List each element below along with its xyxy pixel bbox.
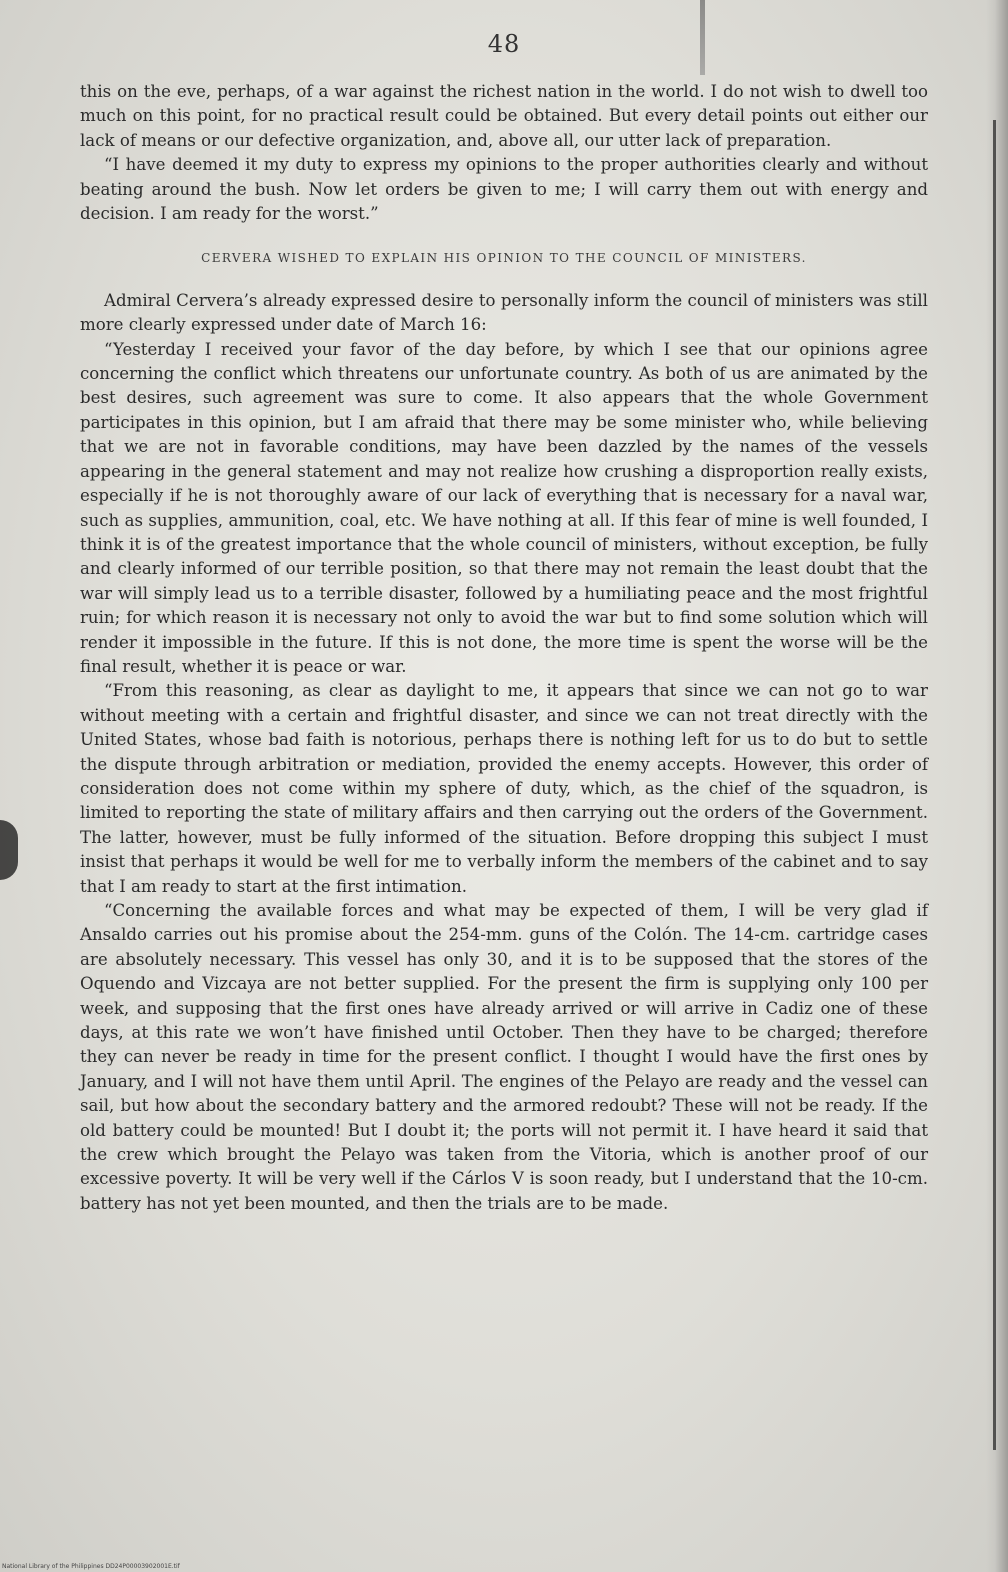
page-edge-line xyxy=(993,120,996,1450)
page-number: 48 xyxy=(487,30,521,58)
quote-paragraph-1: “I have deemed it my duty to express my opinions to the proper authorities clearly and without beating around the bush. Now let orders be given to me; I will carry them out with energy and decision. I am ready for the worst.” xyxy=(80,155,928,224)
quote-paragraph-3: “From this reasoning, as clear as daylight to me, it appears that since we can not go to war without meeting with a certain and frightful disaster, and since we can not treat directly with the United States, whose bad faith is notorious, perhaps there is nothing left for us to do but to settle the dispute through arbitration or mediation, provided the enemy accepts. However, this order of consideration does not come within my sphere of duty, which, as the chief of the squadron, is limited to reporting the state of military affairs and then carrying out the orders of the Government. The latter, however, must be fully informed of the situation. Before dropping this subject I must insist that perhaps it would be well for me to verbally inform the members of the cabinet and to say that I am ready to start at the first intimation. xyxy=(80,681,928,896)
page-edge-shadow xyxy=(986,0,1008,1572)
paragraph-continued: this on the eve, perhaps, of a war against the richest nation in the world. I do not wish to dwell too much on this point, for no practical result could be obtained. But every detail points out either our lack of means or our defective organization, and, above all, our utter lack of preparation. xyxy=(80,82,928,150)
body-text xyxy=(80,80,928,1216)
quote-paragraph-4: “Concerning the available forces and what may be expected of them, I will be very glad if Ansaldo carries out his promise about the 254-mm. guns of the Colón. The 14-cm. cartridge cases are absolutely necessary. This vessel has only 30, and it is to be supposed that the stores of the Oquendo and Vizcaya are not better supplied. For the present the firm is supplying only 100 per week, and supposing that the first ones have already arrived or will arrive in Cadiz one of these days, at this rate we won’t have finished until October. Then they have to be charged; therefore they can never be ready in time for the present conflict. I thought I would have the first ones by January, and I will not have them until April. The engines of the Pelayo are ready and the vessel can sail, but how about the secondary battery and the armored redoubt? These will not be ready. If the old battery could be mounted! But I doubt it; the ports will not permit it. I have heard it said that the crew which brought the Pelayo was taken from the Vitoria, which is another proof of our excessive poverty. It will be very well if the Cárlos V is soon ready, but I understand that the 10-cm. battery has not yet been mounted, and then the trials are to be made. xyxy=(80,901,928,1213)
intro-paragraph: Admiral Cervera’s already expressed desire to personally inform the council of ministers was still more clearly expressed under date of March 16: xyxy=(80,290,928,335)
section-heading: CERVERA WISHED TO EXPLAIN HIS OPINION TO THE COUNCIL OF MINISTERS. xyxy=(201,251,807,266)
quote-paragraph-2: “Yesterday I received your favor of the day before, by which I see that our opinions agree concerning the conflict which threatens our unfortunate country. As both of us are animated by the best desires, such agreement was sure to come. It also appears that the whole Government participates in this opinion, but I am afraid that there may be some minister who, while believing that we are not in favorable conditions, may have been dazzled by the names of the vessels appearing in the general statement and may not realize how crushing a disproportion really exists, especially if he is not thoroughly aware of our lack of everything that is necessary for a naval war, such as supplies, ammunition, coal, etc. We have nothing at all. If this fear of mine is well founded, I think it is of the greatest importance that the whole council of ministers, without exception, be fully and clearly informed of our terrible position, so that there may not remain the least doubt that the war will simply lead us to a terrible disaster, followed by a humiliating peace and the most frightful ruin; for which reason it is necessary not only to avoid the war but to find some solution which will render it impossible in the future. If this is not done, the more time is spent the worse will be the final result, whether it is peace or war. xyxy=(80,339,928,676)
scan-artifact-left xyxy=(0,820,18,880)
scan-footer: National Library of the Philippines DD24P00003902001E.tif xyxy=(2,1563,180,1570)
